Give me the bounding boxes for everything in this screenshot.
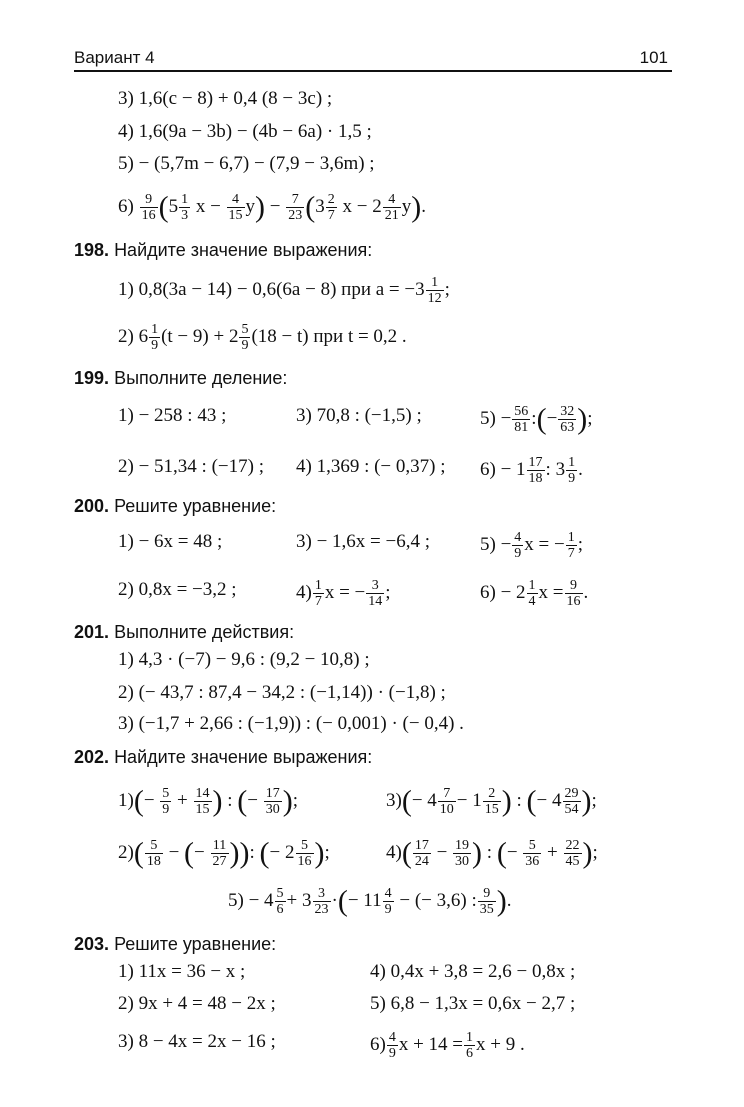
fraction: $\frac{7}{10}$: [439, 786, 454, 817]
fraction: $\frac{22}{45}$: [565, 838, 580, 869]
fraction: $\frac{3}{14}$: [368, 578, 383, 609]
expr-200-5: 5) − $\frac{4}{9}$ x = − $\frac{1}{7}$ ;: [480, 530, 584, 561]
problem-203-heading: 203. Решите уравнение:: [74, 934, 277, 954]
expr-199-6: 6) − 1 $\frac{17}{18}$ : 3 $\frac{1}{9}$ .: [480, 455, 583, 486]
fraction: $\frac{4}{9}$: [384, 886, 392, 917]
fraction: $\frac{5}{9}$: [162, 786, 170, 817]
expr-202-4: 4)( $\frac{17}{24}$ − $\frac{19}{30}$ ) : (− $\frac{5}{36}$ + $\frac{22}{45}$ );: [386, 836, 598, 870]
expr-197-3: 3) 1,6(c − 8) + 0,4 (8 − 3c) ;: [118, 88, 333, 109]
problem-199-heading: 199. Выполните деление:: [74, 368, 288, 388]
expr-203-6: 6) $\frac{4}{9}$ x + 14 = $\frac{1}{6}$ x + 9 .: [370, 1030, 525, 1061]
problem-201-heading: 201. Выполните действия:: [74, 622, 295, 642]
expr-199-5: 5) − $\frac{56}{81}$ :(− $\frac{32}{63}$ );: [480, 402, 593, 436]
page-number: 101: [639, 48, 668, 67]
fraction: $\frac{7}{23}$: [288, 192, 303, 223]
expr-199-4: 4) 1,369 : (− 0,37) ;: [296, 456, 446, 477]
fraction: $\frac{5}{9}$: [241, 322, 249, 353]
expr-201-3: 3) (−1,7 + 2,66 : (−1,9)) : (− 0,001) · (− 0,4) .: [118, 713, 464, 734]
fraction: $\frac{5}{16}$: [297, 838, 312, 869]
fraction: $\frac{5}{6}$: [276, 886, 284, 917]
fraction: $\frac{9}{16}$: [141, 192, 156, 223]
fraction: $\frac{4}{9}$: [388, 1030, 396, 1061]
expr-199-1: 1) − 258 : 43 ;: [118, 405, 227, 426]
problem-202-heading: 202. Найдите значение выражения:: [74, 747, 373, 767]
fraction: $\frac{17}{24}$: [414, 838, 429, 869]
expr-197-6: 6) $\frac{9}{16}$ (5 $\frac{1}{3}$ x − $\frac{4}{15}$ y) − $\frac{7}{23}$ (3 $\frac{2}{7}$ x − 2 $\frac{4}{21}$ y).: [118, 190, 426, 224]
problem-200-heading: 200. Решите уравнение:: [74, 496, 277, 516]
fraction: $\frac{32}{63}$: [560, 404, 575, 435]
expr-203-1: 1) 11x = 36 − x ;: [118, 961, 246, 982]
expr-200-3: 3) − 1,6x = −6,4 ;: [296, 531, 431, 552]
expr-202-1: 1)(− $\frac{5}{9}$ + $\frac{14}{15}$ ) : (− $\frac{17}{30}$ );: [118, 784, 299, 818]
fraction: $\frac{1}{12}$: [427, 275, 442, 306]
fraction: $\frac{1}{3}$: [181, 192, 189, 223]
fraction: $\frac{5}{18}$: [146, 838, 161, 869]
fraction: $\frac{2}{15}$: [484, 786, 499, 817]
fraction: $\frac{5}{36}$: [525, 838, 540, 869]
fraction: $\frac{3}{23}$: [314, 886, 329, 917]
fraction: $\frac{2}{7}$: [327, 192, 335, 223]
expr-203-2: 2) 9x + 4 = 48 − 2x ;: [118, 993, 276, 1014]
fraction: $\frac{17}{18}$: [528, 455, 543, 486]
expr-203-5: 5) 6,8 − 1,3x = 0,6x − 2,7 ;: [370, 993, 576, 1014]
fraction: $\frac{4}{21}$: [384, 192, 399, 223]
fraction: $\frac{11}{27}$: [212, 838, 227, 869]
expr-201-2: 2) (− 43,7 : 87,4 − 34,2 : (−1,14)) · (−1,8) ;: [118, 682, 446, 703]
fraction: $\frac{1}{7}$: [567, 530, 575, 561]
expr-198-2: 2) 6 $\frac{1}{9}$ (t − 9) + 2 $\frac{5}{9}$ (18 − t) при t = 0,2 .: [118, 322, 407, 353]
expr-200-4: 4) $\frac{1}{7}$ x = − $\frac{3}{14}$ ;: [296, 578, 391, 609]
page-header: [74, 46, 672, 72]
expr-199-2: 2) − 51,34 : (−17) ;: [118, 456, 264, 477]
fraction: $\frac{1}{9}$: [151, 322, 159, 353]
fraction: $\frac{9}{35}$: [479, 886, 494, 917]
fraction: $\frac{1}{4}$: [528, 578, 536, 609]
expr-203-4: 4) 0,4x + 3,8 = 2,6 − 0,8x ;: [370, 961, 576, 982]
fraction: $\frac{17}{30}$: [265, 786, 280, 817]
expr-202-2: 2)( $\frac{5}{18}$ − (− $\frac{11}{27}$ )): (− 2 $\frac{5}{16}$ );: [118, 836, 330, 870]
expr-203-3: 3) 8 − 4x = 2x − 16 ;: [118, 1031, 276, 1052]
expr-199-3: 3) 70,8 : (−1,5) ;: [296, 405, 422, 426]
expr-200-6: 6) − 2 $\frac{1}{4}$ x = $\frac{9}{16}$ .: [480, 578, 589, 609]
problem-198-heading: 198. Найдите значение выражения:: [74, 240, 373, 260]
fraction: $\frac{1}{9}$: [568, 455, 576, 486]
expr-202-3: 3)(− 4 $\frac{7}{10}$ − 1 $\frac{2}{15}$ ) : (− 4 $\frac{29}{54}$ );: [386, 784, 597, 818]
fraction: $\frac{14}{15}$: [195, 786, 210, 817]
variant-title: Вариант 4: [74, 48, 155, 67]
fraction: $\frac{19}{30}$: [455, 838, 470, 869]
expr-200-1: 1) − 6x = 48 ;: [118, 531, 223, 552]
fraction: $\frac{4}{15}$: [228, 192, 243, 223]
fraction: $\frac{9}{16}$: [566, 578, 581, 609]
fraction: $\frac{4}{9}$: [514, 530, 522, 561]
expr-197-4: 4) 1,6(9a − 3b) − (4b − 6a) · 1,5 ;: [118, 121, 372, 142]
fraction: $\frac{1}{7}$: [314, 578, 322, 609]
expr-201-1: 1) 4,3 · (−7) − 9,6 : (9,2 − 10,8) ;: [118, 649, 370, 670]
expr-198-1: 1) 0,8(3a − 14) − 0,6(6a − 8) при a = −3 $\frac{1}{12}$ ;: [118, 275, 450, 306]
fraction: $\frac{56}{81}$: [514, 404, 529, 435]
fraction: $\frac{1}{6}$: [466, 1030, 474, 1061]
expr-200-2: 2) 0,8x = −3,2 ;: [118, 579, 237, 600]
fraction: $\frac{29}{54}$: [564, 786, 579, 817]
expr-197-5: 5) − (5,7m − 6,7) − (7,9 − 3,6m) ;: [118, 153, 375, 174]
expr-202-5: 5) − 4 $\frac{5}{6}$ + 3 $\frac{3}{23}$ ·(− 11 $\frac{4}{9}$ − (− 3,6) : $\frac{9}{35}$ ).: [228, 884, 512, 918]
